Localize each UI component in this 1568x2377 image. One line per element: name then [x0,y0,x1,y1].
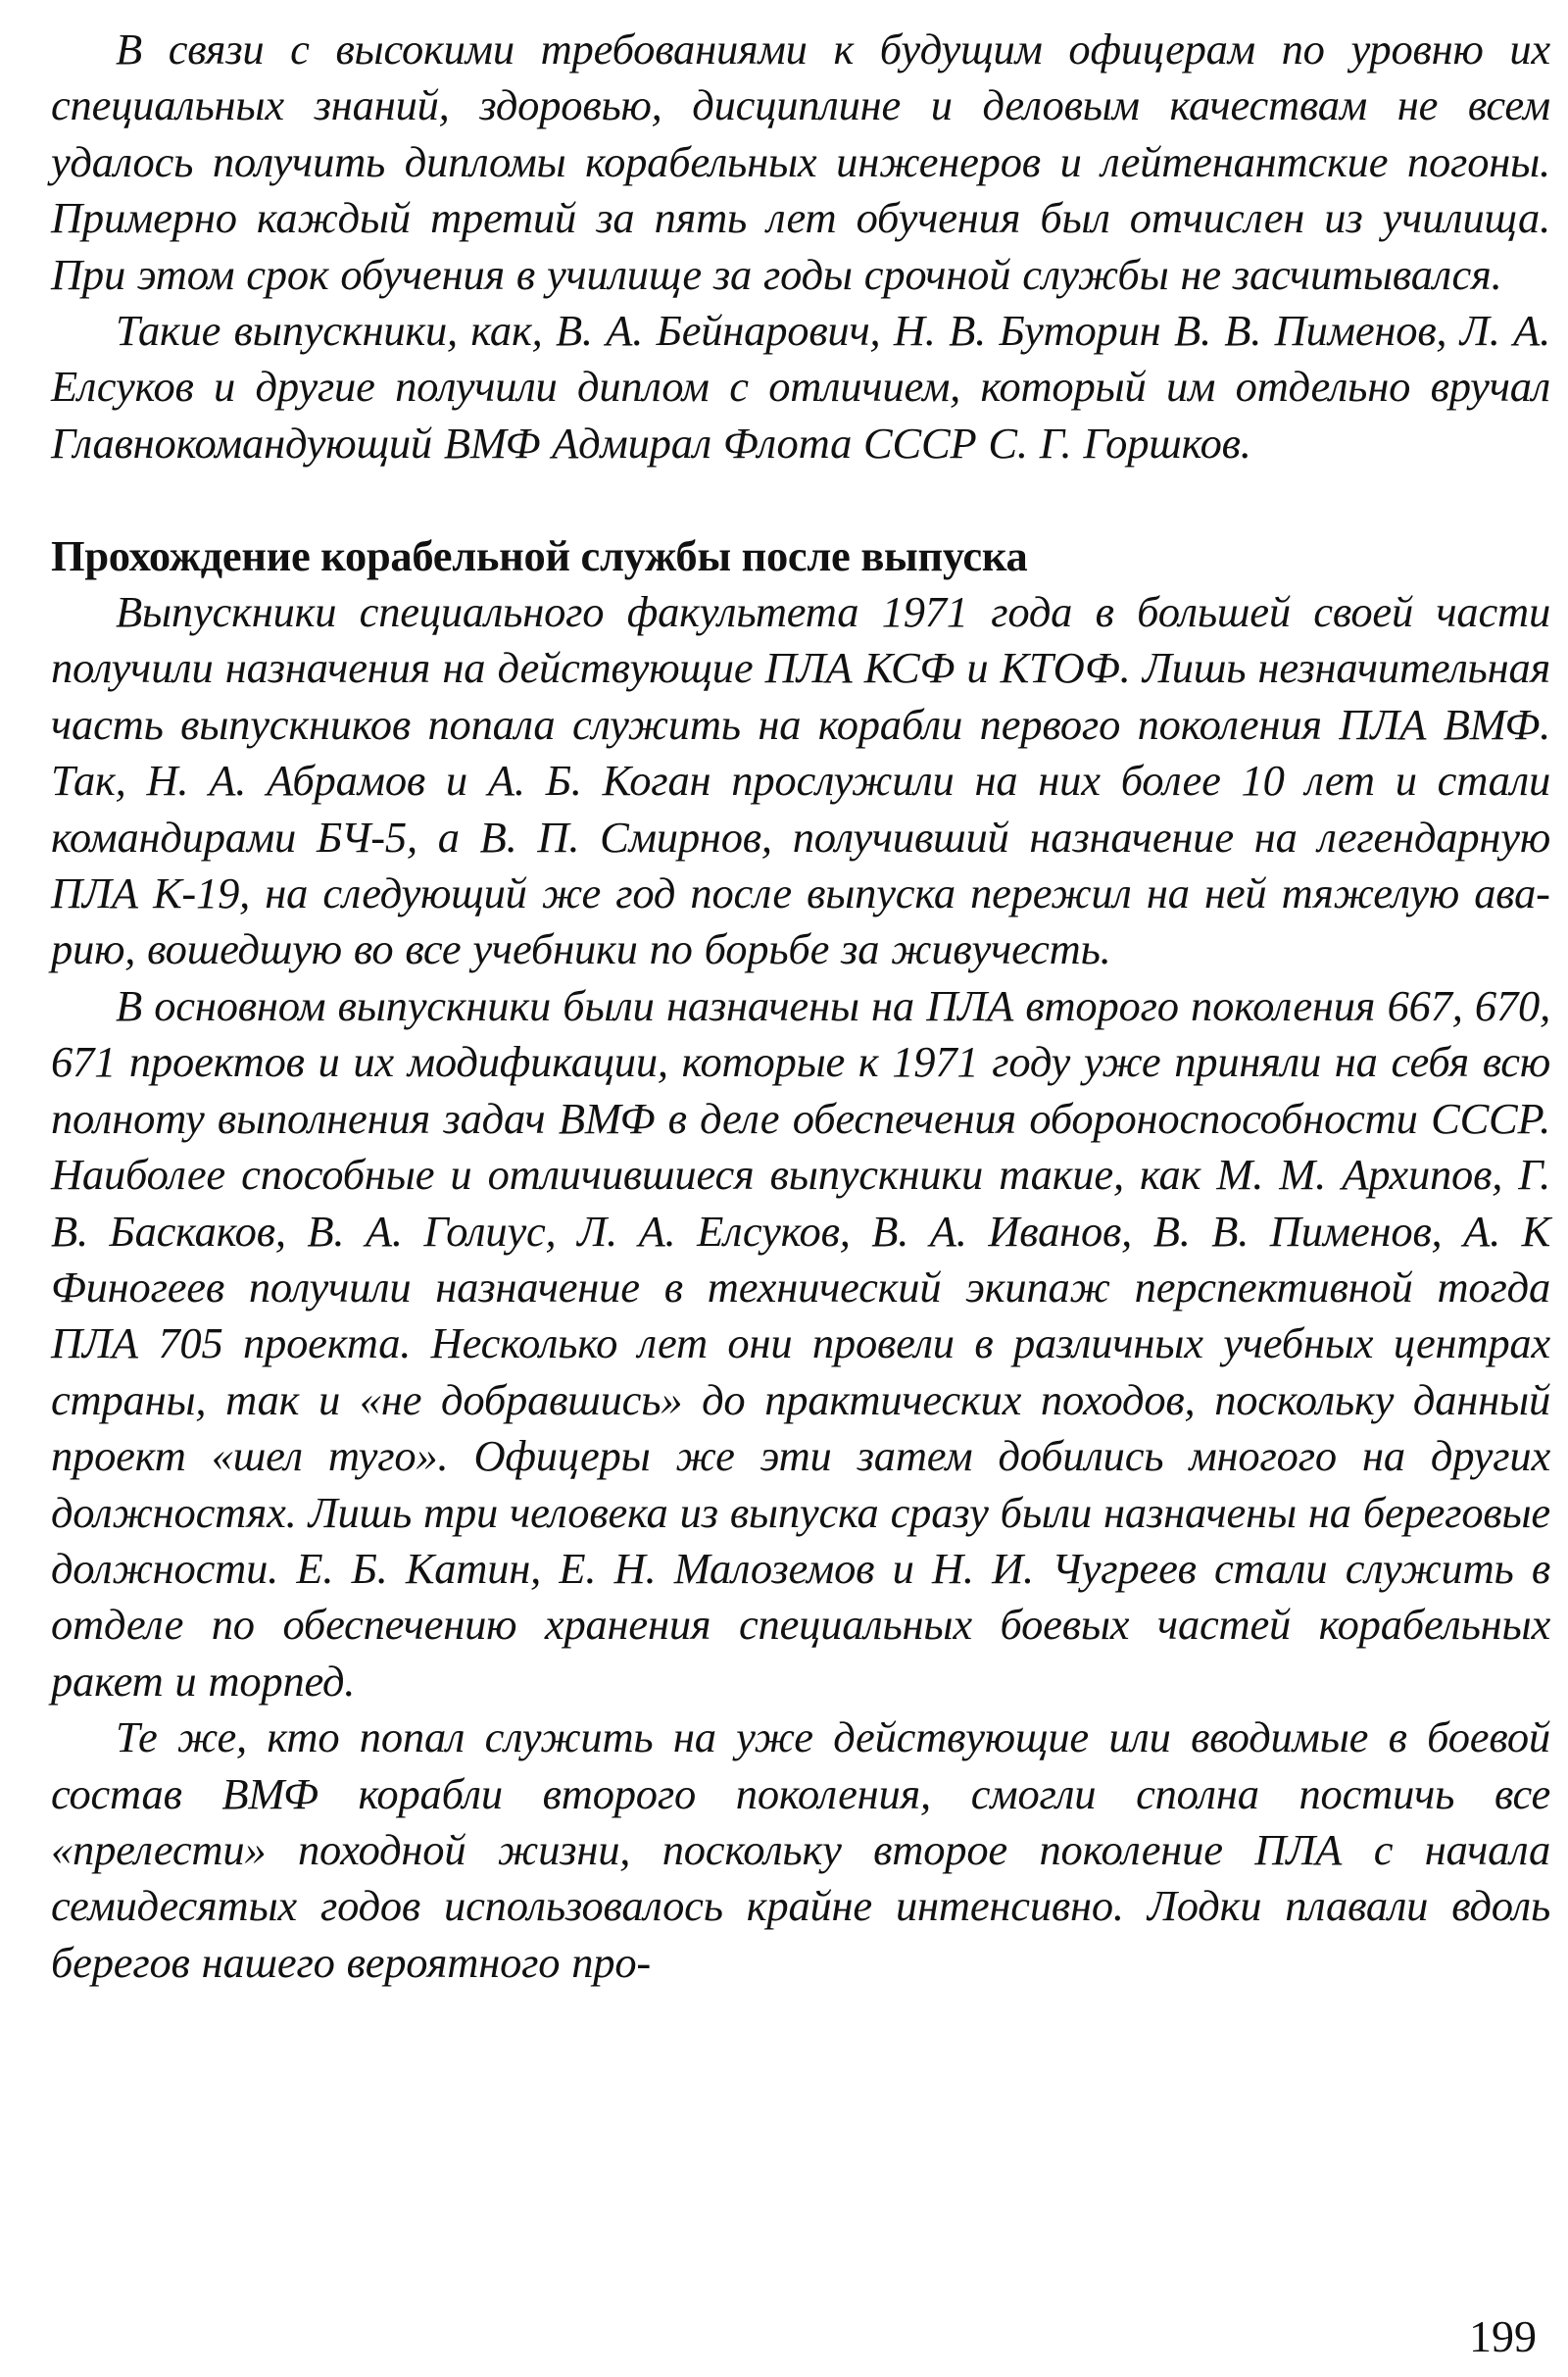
paragraph-second-generation: В основном выпускники были назначены на ПЛА второго поколения 667, 670, 671 проектов и их модификации, которые к 1971 году уже приняли на себя всю полноту выполнения задач ВМФ в деле обеспечения обороноспособности СССР. Наиболее способные и отличившиеся выпускники такие, как М. М. Архипов, Г. В. Баскаков, В. А. Голиус, Л. А. Елсуков, В. А. Иванов, В. В. Пименов, А. К Финогеев получили назначение в технический экипаж перспективной тогда ПЛА 705 проекта. Несколько лет они провели в различных учебных центрах страны, так и «не добравшись» до практических походов, поскольку данный проект «шел туго». Офицеры же эти затем добились многого на других должностях. Лишь три человека из выпуска сразу были назначены на береговые должности. Е. Б. Катин, Е. Н. Малоземов и Н. И. Чугреев стали служить в отделе по обеспечению хранения специальных боевых частей корабельных ракет и торпед. [51,980,1550,1706]
paragraph-admission-requirements: В связи с высокими требованиями к будущим офицерам по уровню их специальных знаний, здоровью, дисциплине и деловым качествам не всем удалось получить дипломы корабельных инженеров и лейтенантские погоны. Примерно каждый третий за пять лет обучения был отчислен из училища. При этом срок обучения в училище за годы срочной службы не засчитывался. [51,25,1550,299]
paragraph-first-assignments: Выпускники специального факультета 1971 года в большей своей части получили назначения на действующие ПЛА КСФ и КТОФ. Лишь незначительная часть выпускников попала служить на корабли первого поколения ПЛА ВМФ. Так, Н. А. Абрамов и А. Б. Коган прослужили на них более 10 лет и стали командирами БЧ-5, а В. П. Смирнов, получивший назначение на легендарную ПЛА К-19, на следующий же год после выпуска пережил на ней тяжелую аварию, вошедшую во все учебники по борьбе за живучесть. [51,587,1550,974]
page-number: 199 [1469,2311,1537,2361]
paragraph-honors-graduates: Такие выпускники, как, В. А. Бейнарович, Н. В. Буторин В. В. Пименов, Л. А. Елсуков и другие получили диплом с отличием, который им отдельно вручал Главнокомандующий ВМФ Адмирал Флота СССР С. Г. Горшков. [51,306,1550,468]
page-body [51,22,1550,1991]
paragraph-active-service: Те же, кто попал служить на уже действующие или вводимые в боевой состав ВМФ корабли второго поколения, смогли сполна постичь все «прелести» походной жизни, поскольку второе поколение ПЛА с начала семидесятых годов использовалось крайне интенсивно. Лодки плавали вдоль берегов нашего вероятного про- [51,1712,1550,1987]
section-gap [51,471,1550,527]
section-heading: Прохождение корабельной службы после выпуска [51,530,1028,580]
